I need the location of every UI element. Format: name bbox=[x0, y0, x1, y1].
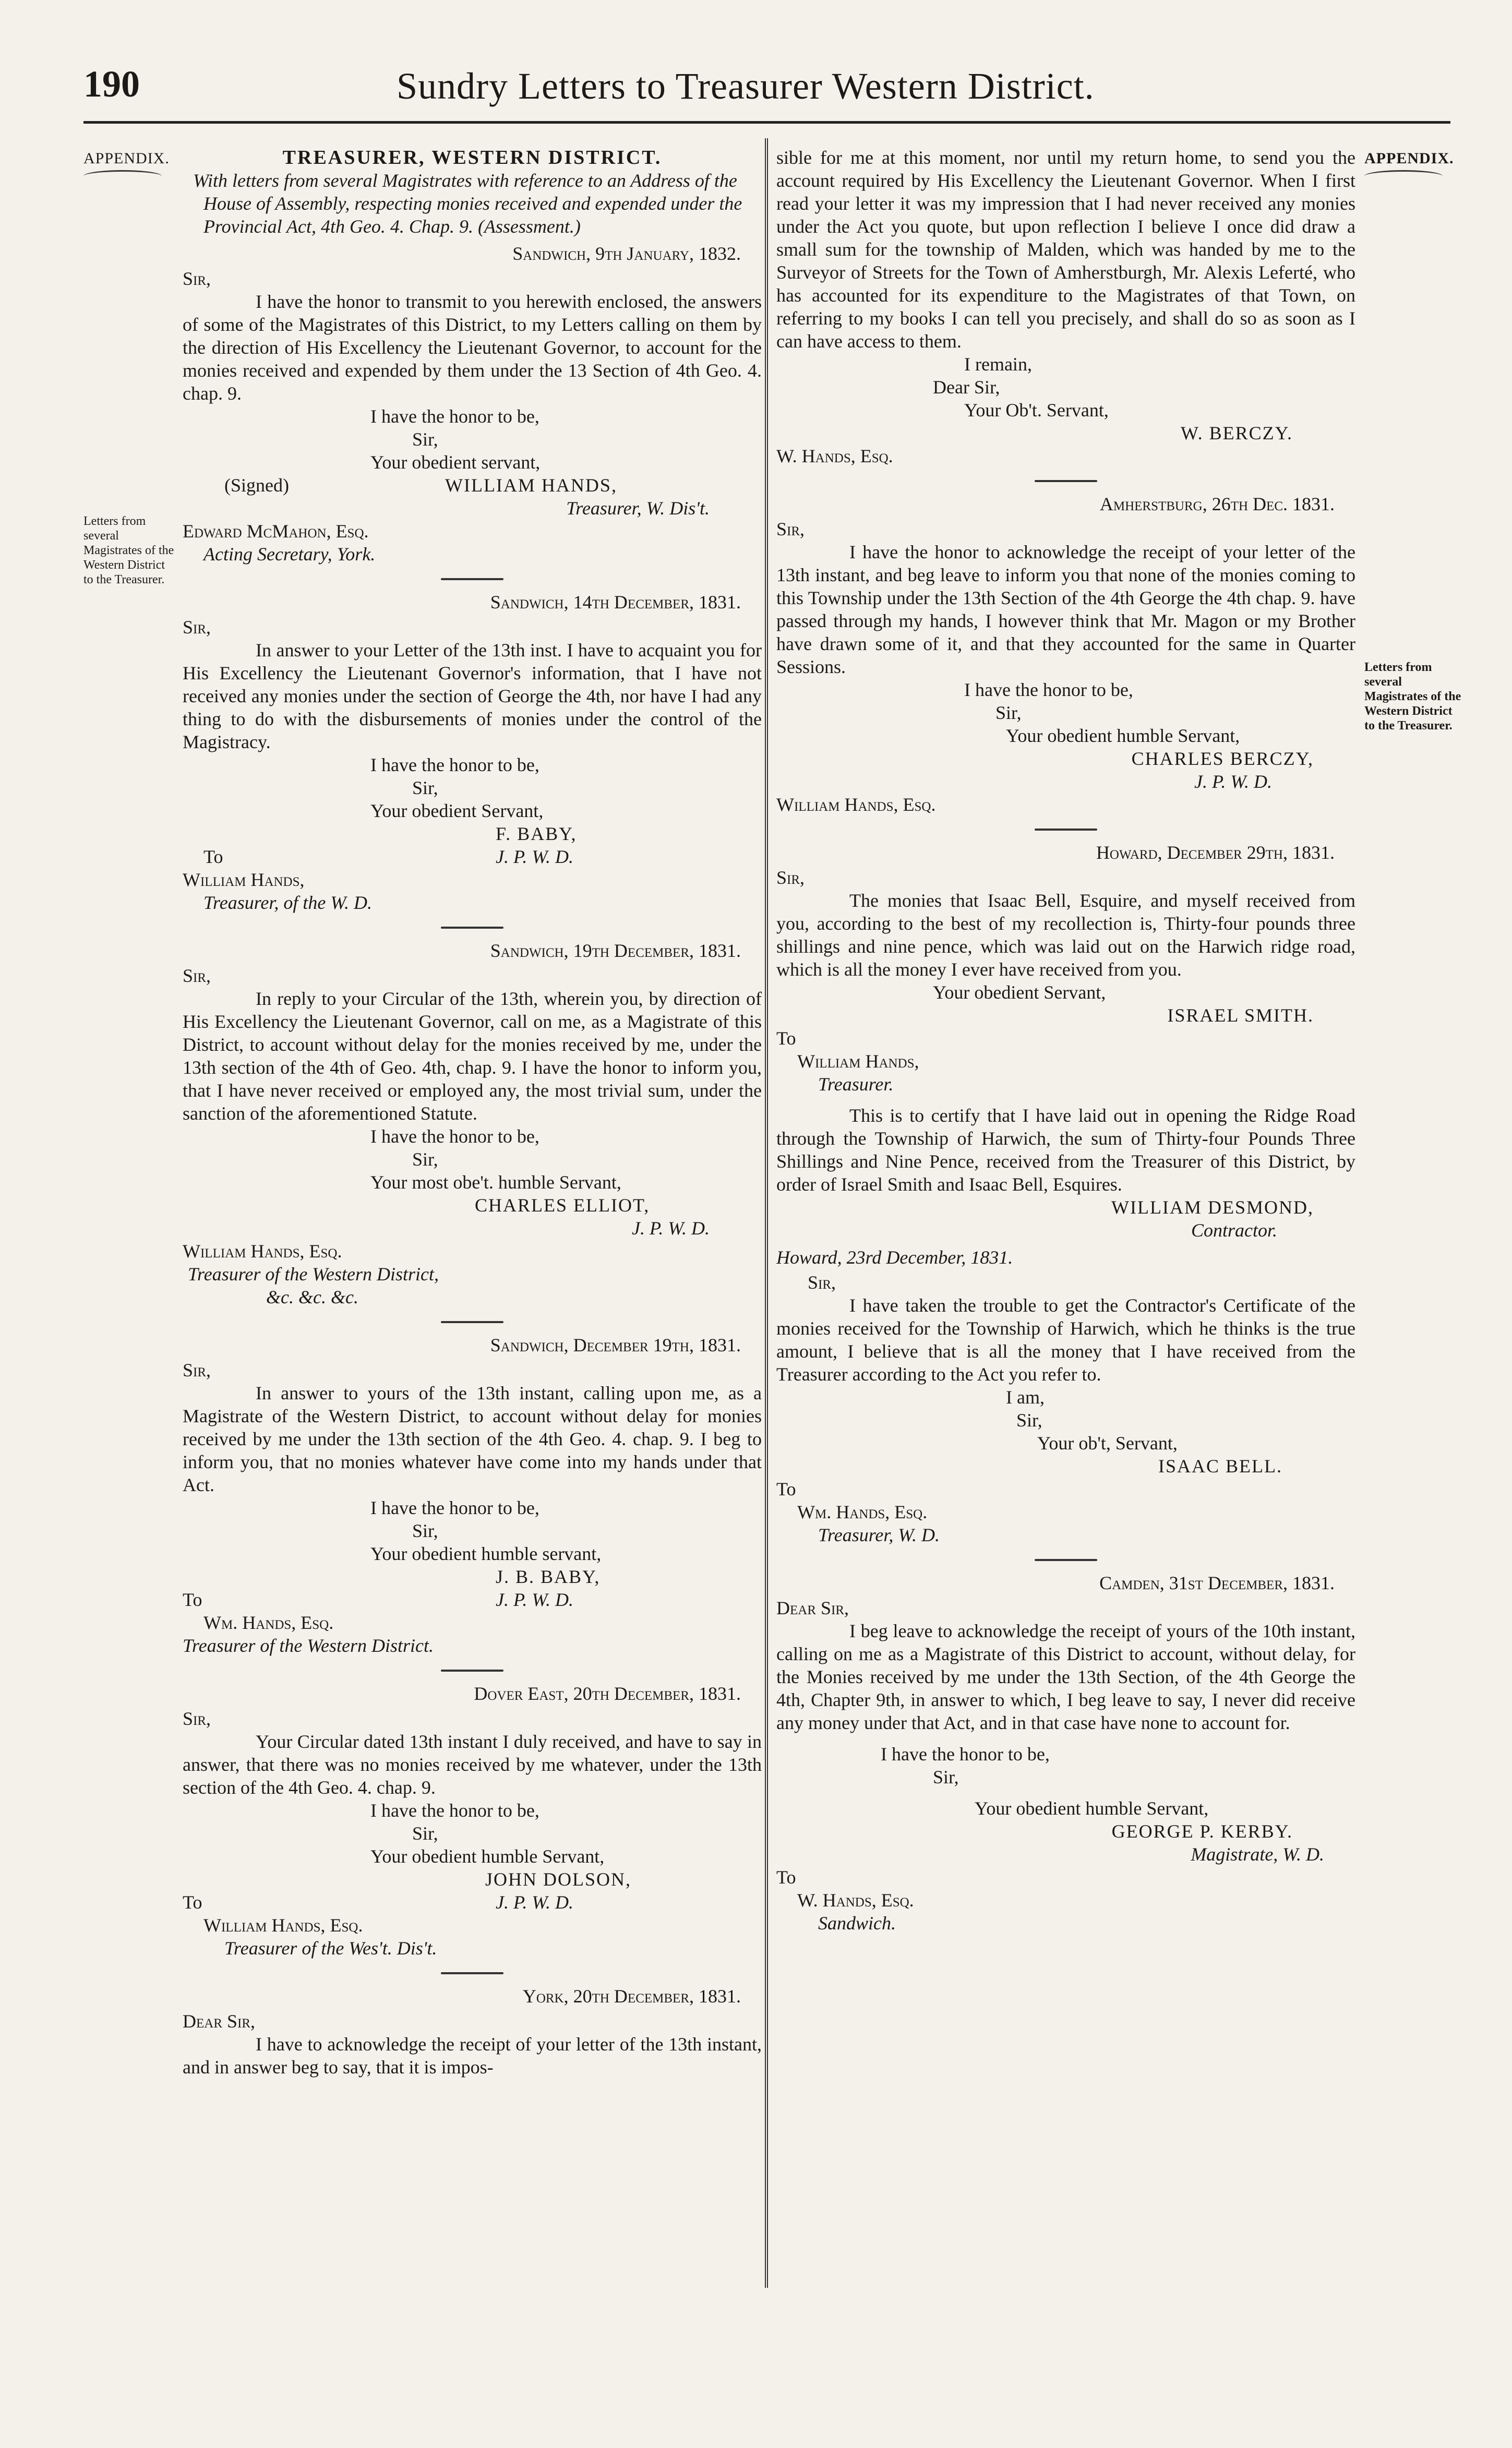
signed-prefix: (Signed) WILLIAM HANDS, bbox=[224, 475, 617, 496]
letter-salutation: Sir, bbox=[808, 1272, 836, 1293]
signature-title: J. P. W. D. bbox=[496, 1892, 574, 1913]
certificate bbox=[776, 1104, 1355, 1242]
letter-body: Your Circular dated 13th instant I duly received, and have to say in answer, that there was no monies received by me whatever, under the 13th section of the 4th Geo. 4. chap. 9. bbox=[183, 1731, 762, 1798]
separator-ornament bbox=[776, 475, 1355, 485]
letter-body: In reply to your Circular of the 13th, wherein you, by direction of His Excellency the Lieutenant Governor, call on me, as a Magistrate of this District, to account without delay for the monies received by me, under the 13th section of the 4th of Geo. 4th, chap. 9. I have the honor to inform you, that I have never received or employed any, the most trivial sum, under the sanction of the aforementioned Statute. bbox=[183, 988, 762, 1124]
letter-closing: Your obedient humble Servant, bbox=[975, 1798, 1209, 1819]
letter-body: I have the honor to transmit to you herewith enclosed, the answers of some of the Magistrates of this District, to my Letters calling on them by the direction of His Excellency the Lieutenant Governor, to account for the monies received and expended by them under the 13 Section of 4th Geo. 4. chap. 9. bbox=[183, 291, 762, 404]
separator-ornament bbox=[183, 1316, 762, 1326]
margin-appendix-left: APPENDIX. bbox=[83, 151, 177, 182]
letter-closing: Your obedient Servant, bbox=[933, 982, 1106, 1003]
letter-signature: F. BABY, bbox=[496, 823, 577, 844]
letter-addressee: Wm. Hands, Esq. bbox=[797, 1502, 928, 1522]
letter-salutation: Sir, bbox=[183, 268, 211, 289]
letter-closing: I have the honor to be, bbox=[881, 1744, 1050, 1765]
letter-addressee-title: Acting Secretary, York. bbox=[203, 544, 376, 565]
letter bbox=[776, 1571, 1355, 1935]
letter-signature: ISRAEL SMITH. bbox=[1167, 1005, 1314, 1026]
letter-closing: Your obedient humble Servant, bbox=[370, 1846, 605, 1867]
letter-closing: Your Ob't. Servant, bbox=[964, 400, 1109, 421]
letter-salutation: Sir, bbox=[183, 1360, 211, 1381]
letter-addressee: Edward McMahon, Esq. bbox=[183, 521, 369, 542]
margin-appendix-right: APPENDIX. bbox=[1364, 151, 1463, 182]
letter-addressee: William Hands, bbox=[797, 1051, 919, 1072]
letter-salutation: Sir, bbox=[183, 617, 211, 638]
letter-closing: Sir, bbox=[933, 1767, 959, 1787]
letter-addressee: William Hands, bbox=[183, 869, 305, 890]
letter-date: Camden, 31st December, 1831. bbox=[1099, 1573, 1335, 1593]
letter-body: In answer to yours of the 13th instant, calling upon me, as a Magistrate of the Western District, to account without delay for monies received by me under the 13th section of the 4th Geo. 4. chap. 9. I beg to inform you, that no monies whatever have come into my hands under that Act. bbox=[183, 1383, 762, 1495]
to-line: To J. P. W. D. bbox=[183, 1892, 574, 1913]
letter-addressee: William Hands, Esq. bbox=[183, 1241, 342, 1262]
letter-salutation: Dear Sir, bbox=[183, 2011, 256, 2032]
letter-closing: I have the honor to be, bbox=[370, 1126, 539, 1147]
to-line: To bbox=[776, 1867, 796, 1888]
column-divider bbox=[765, 138, 768, 2288]
letter-date: Sandwich, 9th January, 1832. bbox=[512, 243, 741, 264]
to-line: To bbox=[776, 1479, 796, 1499]
to-line: To J. P. W. D. bbox=[183, 845, 762, 868]
letter-body: In answer to your Letter of the 13th inst. I have to acquaint you for His Excellency the Lieutenant Governor's information, that I have not received any monies under the section of George the 4th, nor have I had any thing to do with the disbursements of monies under the control of the Magistracy. bbox=[183, 640, 762, 752]
letter-closing: I have the honor to be, bbox=[370, 754, 539, 775]
header-rule bbox=[83, 121, 1450, 124]
letter-salutation: Sir, bbox=[776, 519, 805, 539]
letter-addressee-title: Treasurer, W. D. bbox=[818, 1525, 940, 1545]
separator-ornament bbox=[776, 1554, 1355, 1564]
letter-addressee-title: Treasurer, of the W. D. bbox=[203, 892, 373, 913]
letter bbox=[183, 591, 762, 914]
letter-addressee-title: Treasurer of the Western District. bbox=[183, 1635, 434, 1656]
separator-ornament bbox=[183, 1664, 762, 1675]
letter-body: I have to acknowledge the receipt of your letter of the 13th instant, and in answer beg to say, that it is impos- bbox=[183, 2034, 762, 2078]
letter bbox=[183, 1985, 762, 2079]
letter bbox=[183, 1334, 762, 1657]
brace-ornament bbox=[1364, 170, 1443, 182]
letter-closing: Sir, bbox=[412, 1520, 438, 1541]
signature-title: J. P. W. D. bbox=[1194, 771, 1272, 792]
letter-closing: Sir, bbox=[1016, 1410, 1042, 1431]
letter-date: Amherstburg, 26th Dec. 1831. bbox=[1099, 494, 1335, 514]
letter-body: I beg leave to acknowledge the receipt of yours of the 10th instant, calling on me as a Magistrate of this District to account, without delay, for the Monies received by me under the 13th Section, of the 4th George the 4th, Chapter 9th, in answer to which, I beg leave to say, I never did receive any money under that Act, and in that case have none to account for. bbox=[776, 1621, 1355, 1733]
brace-ornament bbox=[83, 170, 162, 182]
letter-closing: Your most obe't. humble Servant, bbox=[370, 1172, 621, 1193]
letter-addressee: Wm. Hands, Esq. bbox=[203, 1612, 334, 1633]
signature-title: Contractor. bbox=[1191, 1220, 1277, 1241]
letter bbox=[776, 841, 1355, 1096]
letter-addressee-etc: &c. &c. &c. bbox=[266, 1287, 358, 1307]
letter-addressee-title: Sandwich. bbox=[818, 1913, 896, 1934]
letter-date: Sandwich, 14th December, 1831. bbox=[490, 592, 741, 613]
letter-salutation: Sir, bbox=[183, 1708, 211, 1729]
letter-closing: Sir, bbox=[412, 429, 438, 450]
signature-title: J. P. W. D. bbox=[496, 846, 574, 867]
letter-closing: Sir, bbox=[412, 1149, 438, 1170]
letter-addressee: William Hands, Esq. bbox=[776, 794, 936, 815]
signature-title: J. P. W. D. bbox=[496, 1589, 574, 1610]
letter-closing: I remain, bbox=[964, 354, 1032, 375]
letter bbox=[183, 242, 762, 566]
letter bbox=[183, 1682, 762, 1960]
letter-addressee: William Hands, Esq. bbox=[203, 1915, 363, 1936]
letter-date: Sandwich, December 19th, 1831. bbox=[490, 1335, 741, 1355]
letter-signature: CHARLES ELLIOT, bbox=[475, 1195, 650, 1216]
document-title: TREASURER, WESTERN DISTRICT. bbox=[282, 147, 662, 169]
letter-closing: Dear Sir, bbox=[933, 377, 1000, 398]
letter-body: I have the honor to acknowledge the receipt of your letter of the 13th instant, and beg leave to inform you that none of the monies coming to this Township under the 13th Section of the 4th George the 4th chap. 9. have passed through my hands, I however think that Mr. Magon or my Brother have drawn some of it, and that they accounted for the same in Quarter Sessions. bbox=[776, 542, 1355, 677]
letter-signature: J. B. BABY, bbox=[496, 1566, 601, 1587]
letter-signature: CHARLES BERCZY, bbox=[1131, 748, 1314, 769]
left-column bbox=[183, 146, 762, 2079]
certificate-signature: WILLIAM DESMOND, bbox=[1111, 1197, 1314, 1218]
letter-date: Dover East, 20th December, 1831. bbox=[474, 1683, 741, 1704]
signature-title: Magistrate, W. D. bbox=[1191, 1844, 1324, 1865]
margin-note-left: Letters from several Magistrates of the Western District to the Treasurer. bbox=[83, 514, 174, 586]
letter-addressee: W. Hands, Esq. bbox=[797, 1890, 914, 1911]
separator-ornament bbox=[776, 823, 1355, 834]
letter-closing: Your ob't, Servant, bbox=[1037, 1433, 1178, 1454]
letter-addressee-title: Treasurer of the Western District, bbox=[188, 1264, 439, 1285]
letter-date: Sandwich, 19th December, 1831. bbox=[490, 940, 741, 961]
letter-closing: Sir, bbox=[995, 702, 1022, 723]
letter-closing: Sir, bbox=[412, 1823, 438, 1844]
right-column bbox=[776, 146, 1355, 1935]
letter-closing: Your obedient Servant, bbox=[370, 800, 544, 821]
letter-closing: Your obedient servant, bbox=[370, 452, 541, 473]
letter-body: The monies that Isaac Bell, Esquire, and myself received from you, according to the best of my recollection is, Thirty-four pounds three shillings and nine pence, which was laid out on the Harwich ridge road, which is all the money I ever have received from you. bbox=[776, 890, 1355, 980]
certificate-body: This is to certify that I have laid out in opening the Ridge Road through the Township of Harwich, the sum of Thirty-four Pounds Three Shillings and Nine Pence, received from the Treasurer of this District, by order of Israel Smith and Isaac Bell, Esquires. bbox=[776, 1105, 1355, 1195]
letter-closing: I have the honor to be, bbox=[370, 1800, 539, 1821]
letter-salutation: Sir, bbox=[776, 867, 805, 888]
letter-closing: I am, bbox=[1006, 1387, 1045, 1408]
letter-closing: I have the honor to be, bbox=[370, 406, 539, 427]
letter-date: Howard, December 29th, 1831. bbox=[1096, 842, 1335, 863]
separator-ornament bbox=[183, 573, 762, 583]
letter-body: I have taken the trouble to get the Contractor's Certificate of the monies received for the Township of Harwich, which he thinks is the true amount, I believe that is all the money that I have received from the Treasurer according to the Act you refer to. bbox=[776, 1295, 1355, 1385]
to-line: To bbox=[776, 1028, 796, 1049]
letter bbox=[183, 939, 762, 1309]
letter-salutation: Sir, bbox=[183, 965, 211, 986]
document-intro: With letters from several Magistrates with reference to an Address of the House of Assembly, respecting monies received and expended under the Provincial Act, 4th Geo. 4. Chap. 9. (Assessment.) bbox=[193, 170, 742, 237]
letter-addressee: W. Hands, Esq. bbox=[776, 446, 893, 466]
running-title: Sundry Letters to Treasurer Western District. bbox=[397, 65, 1095, 107]
letter-date: York, 20th December, 1831. bbox=[522, 1986, 741, 2007]
letter-closing: I have the honor to be, bbox=[370, 1497, 539, 1518]
letter-date: Howard, 23rd December, 1831. bbox=[776, 1247, 1013, 1268]
letter-signature: ISAAC BELL. bbox=[1158, 1456, 1282, 1477]
to-line: To J. P. W. D. bbox=[183, 1589, 574, 1610]
margin-note-right: Letters from several Magistrates of the Western District to the Treasurer. bbox=[1364, 661, 1461, 733]
letter-closing: Sir, bbox=[412, 777, 438, 798]
signature-title: J. P. W. D. bbox=[631, 1218, 710, 1239]
letter-addressee-title: Treasurer of the Wes't. Dis't. bbox=[224, 1938, 437, 1959]
letter-signature: WILLIAM HANDS, bbox=[445, 475, 617, 496]
letter-signature: GEORGE P. KERBY. bbox=[1111, 1821, 1293, 1842]
letter-closing: Your obedient humble Servant, bbox=[1006, 725, 1240, 746]
letter-signature: W. BERCZY. bbox=[1180, 423, 1293, 443]
letter-addressee-title: Treasurer. bbox=[818, 1074, 894, 1095]
separator-ornament bbox=[183, 1967, 762, 1977]
letter-salutation: Dear Sir, bbox=[776, 1598, 849, 1618]
letter-closing: I have the honor to be, bbox=[964, 679, 1133, 700]
letter-signature: JOHN DOLSON, bbox=[485, 1869, 632, 1890]
letter-closing: Your obedient humble servant, bbox=[370, 1543, 602, 1564]
letter bbox=[776, 1246, 1355, 1546]
separator-ornament bbox=[183, 921, 762, 932]
signature-title: Treasurer, W. Dis't. bbox=[566, 498, 710, 519]
page-number: 190 bbox=[83, 63, 140, 105]
letter-continuation: sible for me at this moment, nor until my return home, to send you the account required by His Excellency the Lieutenant Governor. When I first read your letter it was my impression that I had never received any monies under the Act you quote, but upon reflection I believe I once did draw a small sum for the township of Malden, which was handed by me to the Surveyor of Streets for the Town of Amherstburgh, Mr. Alexis Leferté, who has accounted for its expenditure to the Magistrates of that Town, on referring to my books I can tell you precisely, and shall do so as soon as I can have access to them. bbox=[776, 147, 1355, 352]
letter bbox=[776, 493, 1355, 816]
